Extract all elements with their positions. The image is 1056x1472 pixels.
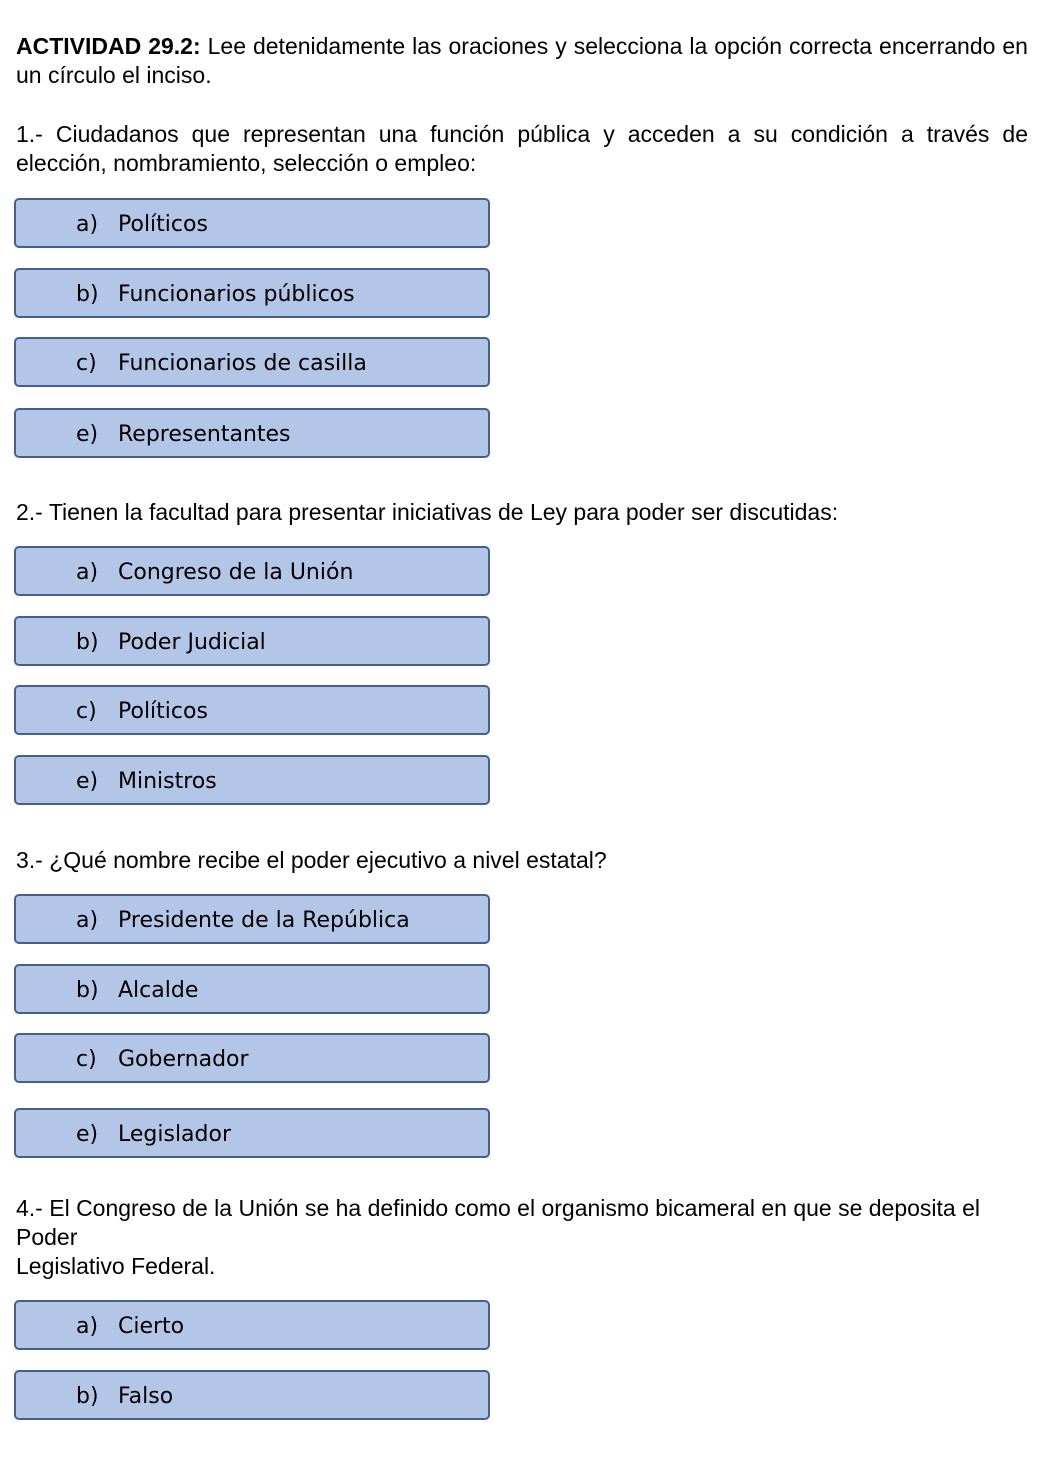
question-4-prompt-line2: Legislativo Federal. xyxy=(16,1253,216,1279)
option-label: Alcalde xyxy=(118,978,199,1003)
option-label: Cierto xyxy=(118,1314,185,1339)
q2-option-c[interactable] xyxy=(14,685,490,735)
q3-option-a[interactable] xyxy=(14,894,490,944)
option-letter: b) xyxy=(76,282,99,307)
q4-option-a[interactable] xyxy=(14,1300,490,1350)
q2-option-b[interactable] xyxy=(14,616,490,666)
option-label: Políticos xyxy=(118,699,208,724)
q1-option-b[interactable] xyxy=(14,268,490,318)
option-label: Políticos xyxy=(118,212,208,237)
q3-option-c[interactable] xyxy=(14,1033,490,1083)
option-letter: c) xyxy=(76,1047,97,1072)
option-letter: b) xyxy=(76,978,99,1003)
option-letter: e) xyxy=(76,1122,99,1147)
q1-option-a[interactable] xyxy=(14,198,490,248)
q2-option-e[interactable] xyxy=(14,755,490,805)
activity-instructions-text: Lee detenidamente las oraciones y selecciona la opción correcta encerrando en un círculo el inciso. xyxy=(16,33,1028,88)
option-letter: b) xyxy=(76,630,99,655)
option-letter: e) xyxy=(76,422,99,447)
option-letter: a) xyxy=(76,212,99,237)
option-letter: a) xyxy=(76,908,99,933)
option-label: Gobernador xyxy=(118,1047,249,1072)
option-letter: b) xyxy=(76,1384,99,1409)
option-letter: a) xyxy=(76,1314,99,1339)
option-label: Falso xyxy=(118,1384,174,1409)
q4-option-b[interactable] xyxy=(14,1370,490,1420)
option-label: Ministros xyxy=(118,769,217,794)
q2-option-a[interactable] xyxy=(14,546,490,596)
option-label: Congreso de la Unión xyxy=(118,560,354,585)
q3-option-e[interactable] xyxy=(14,1108,490,1158)
option-label: Funcionarios de casilla xyxy=(118,351,367,376)
option-label: Presidente de la República xyxy=(118,908,410,933)
question-2-prompt: 2.- Tienen la facultad para presentar iniciativas de Ley para poder ser discutidas: xyxy=(16,499,839,525)
activity-title: ACTIVIDAD 29.2: xyxy=(16,33,201,59)
question-1-prompt: 1.- Ciudadanos que representan una función pública y acceden a su condición a través de elección, nombramiento, selección o empleo: xyxy=(16,121,1028,176)
question-4-prompt-line1: 4.- El Congreso de la Unión se ha definido como el organismo bicameral en que se deposita el Poder xyxy=(16,1195,981,1250)
option-label: Legislador xyxy=(118,1122,232,1147)
activity-instructions xyxy=(16,32,1028,90)
option-label: Poder Judicial xyxy=(118,630,266,655)
option-label: Representantes xyxy=(118,422,291,447)
q3-option-b[interactable] xyxy=(14,964,490,1014)
option-letter: c) xyxy=(76,699,97,724)
option-letter: e) xyxy=(76,769,99,794)
q1-option-e[interactable] xyxy=(14,408,490,458)
question-3-prompt: 3.- ¿Qué nombre recibe el poder ejecutivo a nivel estatal? xyxy=(16,847,607,873)
option-label: Funcionarios públicos xyxy=(118,282,355,307)
q1-option-c[interactable] xyxy=(14,337,490,387)
option-letter: c) xyxy=(76,351,97,376)
option-letter: a) xyxy=(76,560,99,585)
